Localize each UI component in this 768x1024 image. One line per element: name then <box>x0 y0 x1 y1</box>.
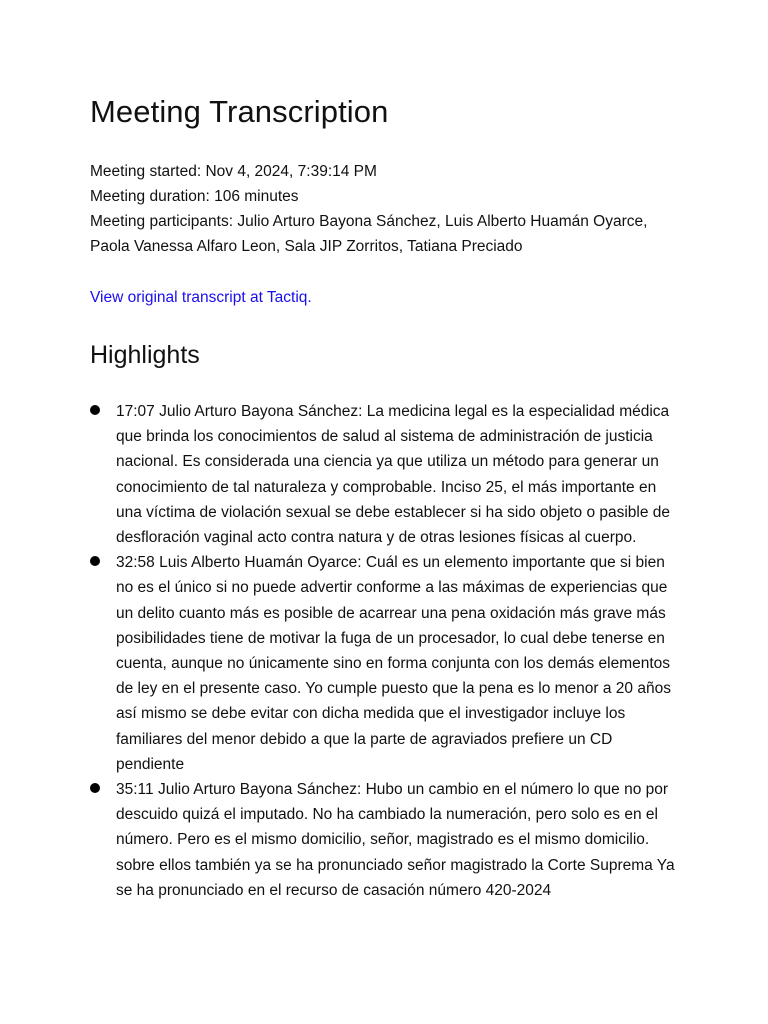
meeting-duration: Meeting duration: 106 minutes <box>90 188 299 205</box>
highlight-text: 32:58 Luis Alberto Huamán Oyarce: Cuál es un elemento importante que si bien no es el único si no puede advertir conforme a las máximas de experiencias que un delito cuanto más es posible de acarrear una pena oxidación más grave más posibilidades tiene de motivar la fuga de un procesador, lo cual debe tenerse en cuenta, aunque no únicamente sino en forma conjunta con los demás elementos de ley en el presente caso. Yo cumple puesto que la pena es lo menor a 20 años así mismo se debe evitar con dicha medida que el investigador incluye los familiares del menor debido a que la parte de agraviados prefiere un CD pendiente <box>116 554 671 773</box>
bullet-icon <box>90 405 100 415</box>
highlights-heading: Highlights <box>90 341 200 369</box>
meeting-metadata <box>90 159 690 259</box>
list-item <box>90 550 676 777</box>
page-title: Meeting Transcription <box>90 94 389 129</box>
tactiq-transcript-link[interactable]: View original transcript at Tactiq. <box>90 289 312 306</box>
highlights-list <box>90 399 690 903</box>
list-item <box>90 399 676 550</box>
meeting-participants-line-1: Meeting participants: Julio Arturo Bayona Sánchez, Luis Alberto Huamán Oyarce, <box>90 213 648 230</box>
highlight-text: 17:07 Julio Arturo Bayona Sánchez: La medicina legal es la especialidad médica que brinda los conocimientos de salud al sistema de administración de justicia nacional. Es considerada una ciencia ya que utiliza un método para generar un conocimiento de tal naturaleza y comprobable. Inciso 25, el más importante en una víctima de violación sexual se debe establecer si ha sido objeto o pasible de desfloración vaginal acto contra natura y de otras lesiones físicas al cuerpo. <box>116 403 671 547</box>
bullet-icon <box>90 556 100 566</box>
bullet-icon <box>90 783 100 793</box>
highlight-text: 35:11 Julio Arturo Bayona Sánchez: Hubo un cambio en el número lo que no por descuido quizá el imputado. No ha cambiado la numeración, pero solo es en el número. Pero es el mismo domicilio, señor, magistrado es el mismo domicilio. sobre ellos también ya se ha pronunciado señor magistrado la Corte Suprema Ya se ha pronunciado en el recurso de casación número 420-2024 <box>116 781 675 899</box>
meeting-participants-line-2: Paola Vanessa Alfaro Leon, Sala JIP Zorritos, Tatiana Preciado <box>90 238 523 255</box>
list-item <box>90 777 676 903</box>
meeting-started: Meeting started: Nov 4, 2024, 7:39:14 PM <box>90 163 377 180</box>
